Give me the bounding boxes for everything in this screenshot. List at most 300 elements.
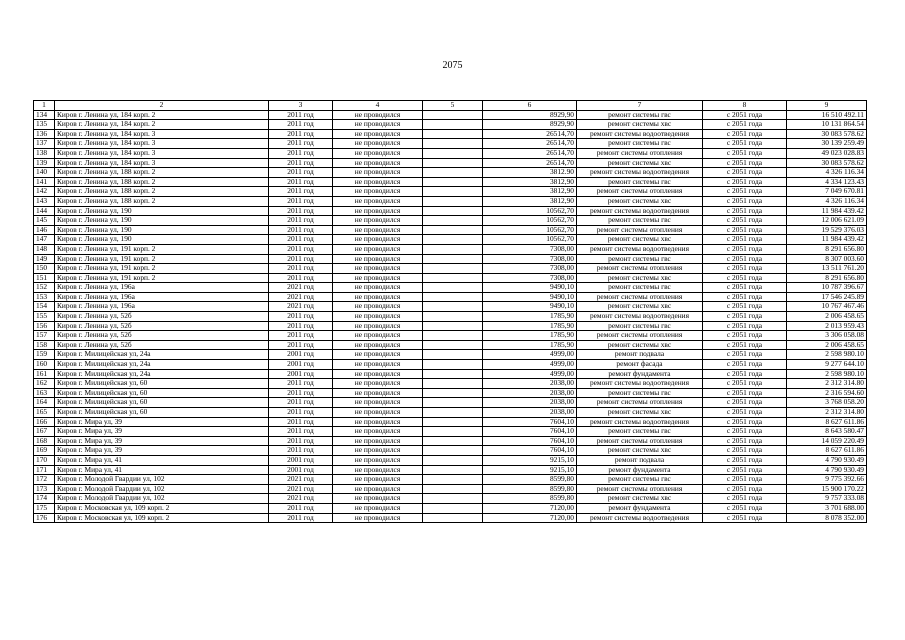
address-cell: Киров г. Ленина ул, 196а (55, 292, 269, 302)
build-year-cell: 2011 год (269, 436, 333, 446)
build-year-cell: 2001 год (269, 360, 333, 370)
work-type-cell: ремонт подвала (577, 455, 703, 465)
address-cell: Киров г. Ленина ул, 190 (55, 206, 269, 216)
table-row (34, 177, 867, 187)
row-number-cell: 146 (34, 225, 55, 235)
address-cell: Киров г. Московская ул, 109 корп. 2 (55, 513, 269, 523)
empty-cell-cell (423, 292, 483, 302)
area-cell: 8599,80 (483, 494, 577, 504)
cost-cell: 9 277 644.10 (787, 360, 867, 370)
planned-period-cell: с 2051 года (703, 446, 787, 456)
table-row (34, 321, 867, 331)
empty-cell-cell (423, 417, 483, 427)
work-type-cell: ремонт системы отопления (577, 148, 703, 158)
planned-period-cell: с 2051 года (703, 408, 787, 418)
build-year-cell: 2011 год (269, 216, 333, 226)
table-row (34, 110, 867, 120)
header-cell: 2 (55, 101, 269, 111)
last-repair-cell: не проводился (333, 168, 423, 178)
build-year-cell: 2011 год (269, 120, 333, 130)
build-year-cell: 2011 год (269, 225, 333, 235)
build-year-cell: 2011 год (269, 513, 333, 523)
planned-period-cell: с 2051 года (703, 398, 787, 408)
area-cell: 10562,70 (483, 225, 577, 235)
last-repair-cell: не проводился (333, 312, 423, 322)
table-row (34, 494, 867, 504)
row-number-cell: 153 (34, 292, 55, 302)
work-type-cell: ремонт системы водоотведения (577, 168, 703, 178)
address-cell: Киров г. Молодой Гвардии ул, 102 (55, 484, 269, 494)
area-cell: 7308,00 (483, 273, 577, 283)
cost-cell: 15 900 170.22 (787, 484, 867, 494)
row-number-cell: 140 (34, 168, 55, 178)
empty-cell-cell (423, 427, 483, 437)
cost-cell: 9 757 333.08 (787, 494, 867, 504)
area-cell: 10562,70 (483, 216, 577, 226)
last-repair-cell: не проводился (333, 206, 423, 216)
row-number-cell: 149 (34, 254, 55, 264)
planned-period-cell: с 2051 года (703, 379, 787, 389)
cost-cell: 8 627 611.86 (787, 446, 867, 456)
cost-cell: 19 529 376.03 (787, 225, 867, 235)
address-cell: Киров г. Милицейская ул, 24а (55, 369, 269, 379)
table-row (34, 475, 867, 485)
work-type-cell: ремонт системы отопления (577, 484, 703, 494)
work-type-cell: ремонт фундамента (577, 465, 703, 475)
empty-cell-cell (423, 158, 483, 168)
build-year-cell: 2011 год (269, 331, 333, 341)
work-type-cell: ремонт системы гвс (577, 177, 703, 187)
work-type-cell: ремонт системы гвс (577, 475, 703, 485)
empty-cell-cell (423, 446, 483, 456)
work-type-cell: ремонт системы водоотведения (577, 379, 703, 389)
build-year-cell: 2001 год (269, 455, 333, 465)
last-repair-cell: не проводился (333, 398, 423, 408)
area-cell: 7308,00 (483, 264, 577, 274)
build-year-cell: 2011 год (269, 379, 333, 389)
last-repair-cell: не проводился (333, 475, 423, 485)
row-number-cell: 138 (34, 148, 55, 158)
row-number-cell: 166 (34, 417, 55, 427)
last-repair-cell: не проводился (333, 360, 423, 370)
address-cell: Киров г. Ленина ул, 190 (55, 235, 269, 245)
empty-cell-cell (423, 254, 483, 264)
row-number-cell: 144 (34, 206, 55, 216)
build-year-cell: 2011 год (269, 264, 333, 274)
area-cell: 1785,90 (483, 321, 577, 331)
table-row (34, 340, 867, 350)
address-cell: Киров г. Милицейская ул, 60 (55, 408, 269, 418)
row-number-cell: 147 (34, 235, 55, 245)
table-row (34, 264, 867, 274)
address-cell: Киров г. Мира ул, 41 (55, 455, 269, 465)
build-year-cell: 2011 год (269, 235, 333, 245)
address-cell: Киров г. Мира ул, 39 (55, 417, 269, 427)
last-repair-cell: не проводился (333, 302, 423, 312)
work-type-cell: ремонт системы отопления (577, 187, 703, 197)
table-row (34, 513, 867, 523)
build-year-cell: 2011 год (269, 158, 333, 168)
address-cell: Киров г. Ленина ул, 52б (55, 340, 269, 350)
address-cell: Киров г. Московская ул, 109 корп. 2 (55, 503, 269, 513)
last-repair-cell: не проводился (333, 273, 423, 283)
build-year-cell: 2021 год (269, 494, 333, 504)
area-cell: 9490,10 (483, 292, 577, 302)
last-repair-cell: не проводился (333, 388, 423, 398)
cost-cell: 49 023 028.83 (787, 148, 867, 158)
table-row (34, 369, 867, 379)
last-repair-cell: не проводился (333, 225, 423, 235)
area-cell: 7120,00 (483, 503, 577, 513)
cost-cell: 2 598 980.10 (787, 350, 867, 360)
cost-cell: 3 306 058.08 (787, 331, 867, 341)
work-type-cell: ремонт фундамента (577, 503, 703, 513)
row-number-cell: 163 (34, 388, 55, 398)
planned-period-cell: с 2051 года (703, 340, 787, 350)
build-year-cell: 2011 год (269, 273, 333, 283)
area-cell: 9215,10 (483, 465, 577, 475)
last-repair-cell: не проводился (333, 436, 423, 446)
table-row (34, 273, 867, 283)
row-number-cell: 139 (34, 158, 55, 168)
area-cell: 8599,80 (483, 475, 577, 485)
cost-cell: 2 316 594.60 (787, 388, 867, 398)
area-cell: 10562,70 (483, 235, 577, 245)
empty-cell-cell (423, 216, 483, 226)
address-cell: Киров г. Мира ул, 39 (55, 436, 269, 446)
planned-period-cell: с 2051 года (703, 417, 787, 427)
table-row (34, 158, 867, 168)
empty-cell-cell (423, 360, 483, 370)
area-cell: 26514,70 (483, 129, 577, 139)
work-type-cell: ремонт системы хвс (577, 408, 703, 418)
table-row (34, 427, 867, 437)
last-repair-cell: не проводился (333, 264, 423, 274)
area-cell: 2038,00 (483, 379, 577, 389)
planned-period-cell: с 2051 года (703, 244, 787, 254)
build-year-cell: 2011 год (269, 312, 333, 322)
empty-cell-cell (423, 110, 483, 120)
row-number-cell: 159 (34, 350, 55, 360)
planned-period-cell: с 2051 года (703, 177, 787, 187)
empty-cell-cell (423, 455, 483, 465)
work-type-cell: ремонт системы отопления (577, 292, 703, 302)
row-number-cell: 154 (34, 302, 55, 312)
address-cell: Киров г. Ленина ул, 184 корп. 2 (55, 120, 269, 130)
address-cell: Киров г. Ленина ул, 184 корп. 3 (55, 148, 269, 158)
table-row (34, 503, 867, 513)
empty-cell-cell (423, 408, 483, 418)
planned-period-cell: с 2051 года (703, 455, 787, 465)
planned-period-cell: с 2051 года (703, 465, 787, 475)
planned-period-cell: с 2051 года (703, 475, 787, 485)
header-cell: 1 (34, 101, 55, 111)
table-row (34, 244, 867, 254)
empty-cell-cell (423, 196, 483, 206)
last-repair-cell: не проводился (333, 379, 423, 389)
empty-cell-cell (423, 148, 483, 158)
cost-cell: 7 049 670.81 (787, 187, 867, 197)
planned-period-cell: с 2051 года (703, 436, 787, 446)
header-cell: 8 (703, 101, 787, 111)
work-type-cell: ремонт системы водоотведения (577, 206, 703, 216)
area-cell: 9490,10 (483, 302, 577, 312)
cost-cell: 2 312 314.80 (787, 379, 867, 389)
cost-cell: 9 775 392.66 (787, 475, 867, 485)
build-year-cell: 2011 год (269, 244, 333, 254)
address-cell: Киров г. Мира ул, 39 (55, 427, 269, 437)
table-row (34, 398, 867, 408)
build-year-cell: 2011 год (269, 254, 333, 264)
build-year-cell: 2021 год (269, 484, 333, 494)
table-row (34, 302, 867, 312)
row-number-cell: 158 (34, 340, 55, 350)
empty-cell-cell (423, 225, 483, 235)
table-row (34, 360, 867, 370)
build-year-cell: 2011 год (269, 417, 333, 427)
work-type-cell: ремонт системы отопления (577, 398, 703, 408)
planned-period-cell: с 2051 года (703, 187, 787, 197)
build-year-cell: 2001 год (269, 465, 333, 475)
planned-period-cell: с 2051 года (703, 110, 787, 120)
last-repair-cell: не проводился (333, 235, 423, 245)
row-number-cell: 175 (34, 503, 55, 513)
area-cell: 1785,90 (483, 331, 577, 341)
table-row (34, 484, 867, 494)
build-year-cell: 2011 год (269, 408, 333, 418)
last-repair-cell: не проводился (333, 120, 423, 130)
address-cell: Киров г. Ленина ул, 188 корп. 2 (55, 187, 269, 197)
planned-period-cell: с 2051 года (703, 360, 787, 370)
work-type-cell: ремонт системы гвс (577, 427, 703, 437)
planned-period-cell: с 2051 года (703, 206, 787, 216)
table-row (34, 331, 867, 341)
cost-cell: 14 059 220.49 (787, 436, 867, 446)
work-type-cell: ремонт системы хвс (577, 120, 703, 130)
row-number-cell: 136 (34, 129, 55, 139)
table-row (34, 254, 867, 264)
table-row (34, 446, 867, 456)
table-row (34, 168, 867, 178)
planned-period-cell: с 2051 года (703, 120, 787, 130)
row-number-cell: 165 (34, 408, 55, 418)
planned-period-cell: с 2051 года (703, 302, 787, 312)
build-year-cell: 2001 год (269, 350, 333, 360)
planned-period-cell: с 2051 года (703, 292, 787, 302)
row-number-cell: 157 (34, 331, 55, 341)
address-cell: Киров г. Мира ул, 41 (55, 465, 269, 475)
address-cell: Киров г. Милицейская ул, 60 (55, 398, 269, 408)
empty-cell-cell (423, 475, 483, 485)
work-type-cell: ремонт системы хвс (577, 273, 703, 283)
area-cell: 7604,10 (483, 427, 577, 437)
area-cell: 1785,90 (483, 340, 577, 350)
empty-cell-cell (423, 513, 483, 523)
last-repair-cell: не проводился (333, 408, 423, 418)
last-repair-cell: не проводился (333, 244, 423, 254)
build-year-cell: 2021 год (269, 283, 333, 293)
work-type-cell: ремонт системы водоотведения (577, 513, 703, 523)
table-row (34, 139, 867, 149)
planned-period-cell: с 2051 года (703, 273, 787, 283)
address-cell: Киров г. Милицейская ул, 24а (55, 350, 269, 360)
table-row (34, 465, 867, 475)
address-cell: Киров г. Молодой Гвардии ул, 102 (55, 475, 269, 485)
work-type-cell: ремонт системы водоотведения (577, 129, 703, 139)
table-row (34, 196, 867, 206)
row-number-cell: 141 (34, 177, 55, 187)
area-cell: 3812,90 (483, 177, 577, 187)
planned-period-cell: с 2051 года (703, 369, 787, 379)
cost-cell: 2 006 458.65 (787, 340, 867, 350)
table-row (34, 350, 867, 360)
empty-cell-cell (423, 168, 483, 178)
work-type-cell: ремонт системы хвс (577, 196, 703, 206)
row-number-cell: 168 (34, 436, 55, 446)
build-year-cell: 2011 год (269, 139, 333, 149)
empty-cell-cell (423, 235, 483, 245)
planned-period-cell: с 2051 года (703, 484, 787, 494)
work-type-cell: ремонт системы отопления (577, 264, 703, 274)
table-row (34, 120, 867, 130)
row-number-cell: 174 (34, 494, 55, 504)
area-cell: 1785,90 (483, 312, 577, 322)
table-row (34, 388, 867, 398)
cost-cell: 11 984 439.42 (787, 235, 867, 245)
cost-cell: 4 334 123.43 (787, 177, 867, 187)
empty-cell-cell (423, 465, 483, 475)
row-number-cell: 151 (34, 273, 55, 283)
work-type-cell: ремонт системы хвс (577, 446, 703, 456)
header-cell: 9 (787, 101, 867, 111)
last-repair-cell: не проводился (333, 465, 423, 475)
area-cell: 4999,00 (483, 369, 577, 379)
area-cell: 8599,80 (483, 484, 577, 494)
area-cell: 9490,10 (483, 283, 577, 293)
empty-cell-cell (423, 206, 483, 216)
row-number-cell: 134 (34, 110, 55, 120)
cost-cell: 2 598 980.10 (787, 369, 867, 379)
table-row (34, 292, 867, 302)
last-repair-cell: не проводился (333, 503, 423, 513)
work-type-cell: ремонт системы водоотведения (577, 244, 703, 254)
work-type-cell: ремонт системы отопления (577, 331, 703, 341)
cost-cell: 8 307 003.60 (787, 254, 867, 264)
header-cell: 6 (483, 101, 577, 111)
work-type-cell: ремонт системы гвс (577, 110, 703, 120)
empty-cell-cell (423, 302, 483, 312)
page-number: 2075 (442, 60, 463, 71)
build-year-cell: 2011 год (269, 148, 333, 158)
planned-period-cell: с 2051 года (703, 168, 787, 178)
address-cell: Киров г. Ленина ул, 196а (55, 302, 269, 312)
last-repair-cell: не проводился (333, 129, 423, 139)
area-cell: 7604,10 (483, 417, 577, 427)
cost-cell: 3 768 058.20 (787, 398, 867, 408)
work-type-cell: ремонт системы хвс (577, 158, 703, 168)
cost-cell: 30 083 578.62 (787, 158, 867, 168)
table-row (34, 417, 867, 427)
cost-cell: 8 291 656.80 (787, 273, 867, 283)
area-cell: 2038,00 (483, 408, 577, 418)
empty-cell-cell (423, 503, 483, 513)
planned-period-cell: с 2051 года (703, 225, 787, 235)
cost-cell: 2 312 314.80 (787, 408, 867, 418)
address-cell: Киров г. Ленина ул, 191 корп. 2 (55, 273, 269, 283)
work-type-cell: ремонт системы хвс (577, 494, 703, 504)
last-repair-cell: не проводился (333, 369, 423, 379)
row-number-cell: 156 (34, 321, 55, 331)
table-row (34, 283, 867, 293)
cost-cell: 8 627 611.86 (787, 417, 867, 427)
build-year-cell: 2011 год (269, 110, 333, 120)
header-cell: 5 (423, 101, 483, 111)
planned-period-cell: с 2051 года (703, 494, 787, 504)
last-repair-cell: не проводился (333, 340, 423, 350)
planned-period-cell: с 2051 года (703, 312, 787, 322)
build-year-cell: 2021 год (269, 302, 333, 312)
row-number-cell: 152 (34, 283, 55, 293)
work-type-cell: ремонт системы отопления (577, 225, 703, 235)
last-repair-cell: не проводился (333, 148, 423, 158)
last-repair-cell: не проводился (333, 455, 423, 465)
build-year-cell: 2011 год (269, 177, 333, 187)
area-cell: 4999,00 (483, 360, 577, 370)
area-cell: 7308,00 (483, 244, 577, 254)
area-cell: 26514,70 (483, 139, 577, 149)
work-type-cell: ремонт системы водоотведения (577, 417, 703, 427)
table-row (34, 187, 867, 197)
area-cell: 9215,10 (483, 455, 577, 465)
work-type-cell: ремонт системы хвс (577, 340, 703, 350)
planned-period-cell: с 2051 года (703, 196, 787, 206)
area-cell: 3812,90 (483, 187, 577, 197)
table-row (34, 455, 867, 465)
address-cell: Киров г. Ленина ул, 184 корп. 3 (55, 158, 269, 168)
build-year-cell: 2011 год (269, 388, 333, 398)
table-row (34, 225, 867, 235)
work-type-cell: ремонт системы хвс (577, 302, 703, 312)
table-row (34, 379, 867, 389)
cost-cell: 2 013 959.43 (787, 321, 867, 331)
row-number-cell: 150 (34, 264, 55, 274)
empty-cell-cell (423, 369, 483, 379)
header-cell: 3 (269, 101, 333, 111)
empty-cell-cell (423, 129, 483, 139)
empty-cell-cell (423, 340, 483, 350)
area-cell: 3812,90 (483, 196, 577, 206)
row-number-cell: 161 (34, 369, 55, 379)
area-cell: 3812.90 (483, 168, 577, 178)
area-cell: 2038,00 (483, 388, 577, 398)
work-type-cell: ремонт фундамента (577, 369, 703, 379)
area-cell: 26514,70 (483, 148, 577, 158)
cost-cell: 4 326 116.34 (787, 168, 867, 178)
address-cell: Киров г. Милицейская ул, 60 (55, 379, 269, 389)
row-number-cell: 167 (34, 427, 55, 437)
build-year-cell: 2011 год (269, 446, 333, 456)
empty-cell-cell (423, 139, 483, 149)
empty-cell-cell (423, 436, 483, 446)
last-repair-cell: не проводился (333, 321, 423, 331)
build-year-cell: 2011 год (269, 168, 333, 178)
empty-cell-cell (423, 398, 483, 408)
row-number-cell: 170 (34, 455, 55, 465)
planned-period-cell: с 2051 года (703, 283, 787, 293)
planned-period-cell: с 2051 года (703, 513, 787, 523)
planned-period-cell: с 2051 года (703, 216, 787, 226)
row-number-cell: 171 (34, 465, 55, 475)
